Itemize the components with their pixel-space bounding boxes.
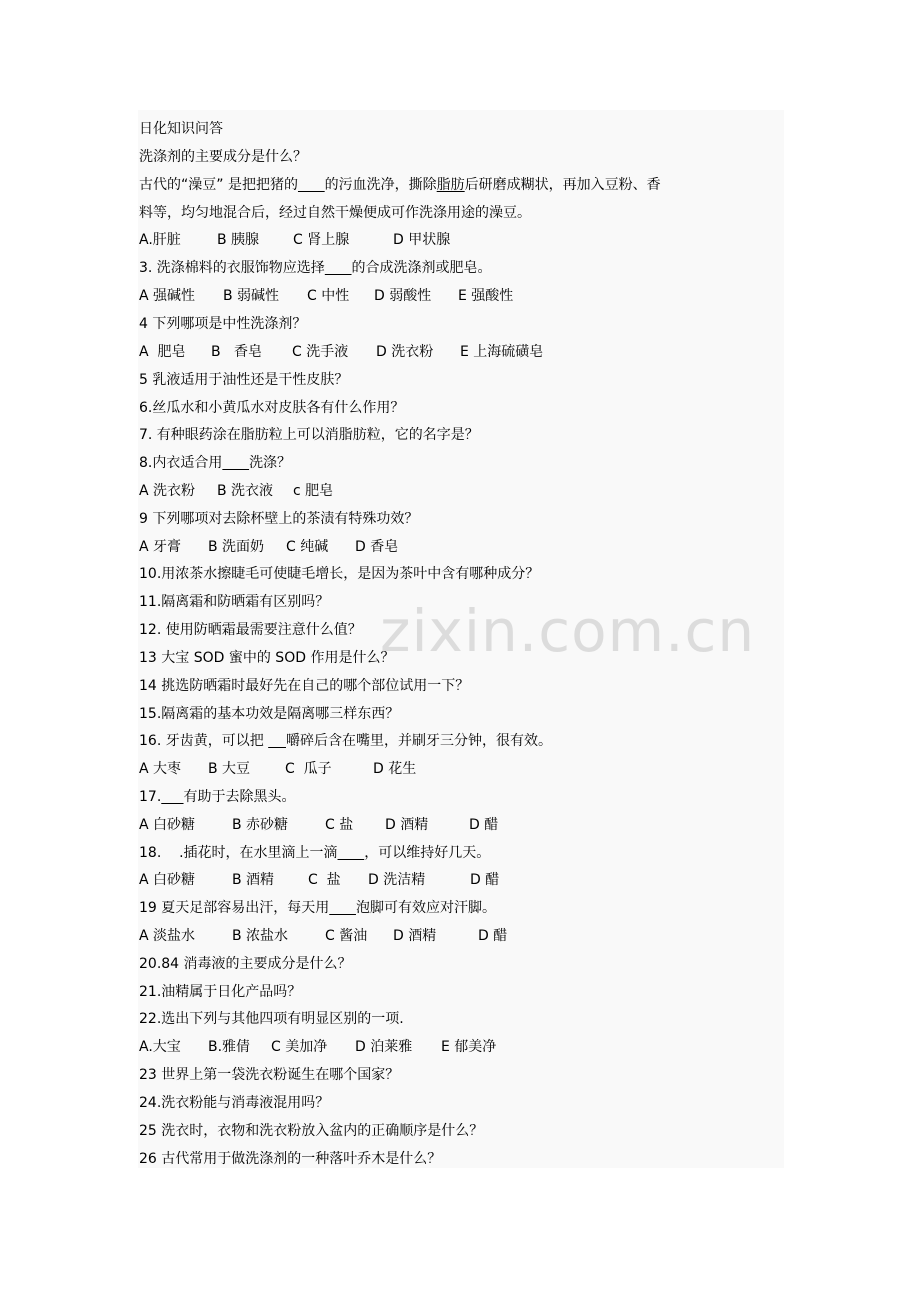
option: D 酒精 xyxy=(393,928,437,944)
text: 19 夏天足部容易出汗，每天用 xyxy=(139,900,330,916)
options-16 xyxy=(139,759,789,779)
question-9: 9 下列哪项对去除杯壁上的茶渍有特殊功效？ xyxy=(139,511,419,527)
option: D 泊莱雅 xyxy=(355,1039,413,1055)
options-19 xyxy=(139,926,789,946)
text: 有助于去除黑头。 xyxy=(183,789,296,805)
text: 泡脚可有效应对汗脚。 xyxy=(355,900,496,916)
options-8 xyxy=(139,481,789,501)
underlined-word: 脂肪 xyxy=(436,177,465,193)
option: B 赤砂糖 xyxy=(232,817,289,833)
option: A.大宝 xyxy=(139,1039,181,1055)
question-16 xyxy=(139,731,789,751)
question-25: 25 洗衣时，衣物和洗衣粉放入盆内的正确顺序是什么？ xyxy=(139,1123,484,1139)
option: D 醋 xyxy=(470,872,500,888)
option: C 纯碱 xyxy=(286,539,329,555)
blank xyxy=(338,845,365,861)
question-12: 12. 使用防晒霜最需要注意什么值？ xyxy=(139,622,362,638)
question-15: 15.隔离霜的基本功效是隔离哪三样东西？ xyxy=(139,706,400,722)
blank xyxy=(222,455,249,471)
question-13: 13 大宝 SOD 蜜中的 SOD 作用是什么？ xyxy=(139,650,395,666)
text: 的合成洗涤剂或肥皂。 xyxy=(351,260,492,276)
options-3 xyxy=(139,286,789,306)
question-26: 26 古代常用于做洗涤剂的一种落叶乔木是什么？ xyxy=(139,1151,442,1167)
option: E 强酸性 xyxy=(458,288,514,304)
blank xyxy=(161,789,183,805)
option: B 酒精 xyxy=(232,872,275,888)
question-3 xyxy=(139,258,789,278)
question-2-line-1 xyxy=(139,175,789,195)
option: D 醋 xyxy=(469,817,499,833)
text: 的污血洗净，撕除 xyxy=(324,177,437,193)
option: C 肾上腺 xyxy=(293,232,350,248)
option: C 洗手液 xyxy=(292,344,349,360)
option: A 强碱性 xyxy=(139,288,196,304)
option: C 中性 xyxy=(307,288,350,304)
text: 古代的“澡豆” 是把把猪的 xyxy=(139,177,298,193)
option: A.肝脏 xyxy=(139,232,181,248)
question-19 xyxy=(139,898,789,918)
option: E 上海硫磺皂 xyxy=(460,344,544,360)
option: A 洗衣粉 xyxy=(139,483,196,499)
option: C 盐 xyxy=(325,817,354,833)
question-10: 10.用浓茶水擦睫毛可使睫毛增长，是因为茶叶中含有哪种成分？ xyxy=(139,566,540,582)
blank xyxy=(325,260,352,276)
option: A 淡盐水 xyxy=(139,928,196,944)
options-17 xyxy=(139,815,789,835)
text: 17. xyxy=(139,789,162,805)
question-4: 4 下列哪项是中性洗涤剂？ xyxy=(139,316,307,332)
option: B.雅倩 xyxy=(208,1039,251,1055)
option: A 肥皂 xyxy=(139,344,186,360)
question-7: 7. 有种眼药涂在脂肪粒上可以消脂肪粒，它的名字是？ xyxy=(139,427,479,443)
text: 18. .插花时，在水里滴上一滴 xyxy=(139,845,338,861)
options-18 xyxy=(139,870,789,890)
options-9 xyxy=(139,537,789,557)
question-8 xyxy=(139,453,789,473)
document-title: 日化知识问答 xyxy=(139,121,223,137)
text: 3. 洗涤棉料的衣服饰物应选择 xyxy=(139,260,325,276)
option: B 香皂 xyxy=(211,344,262,360)
text: 后研磨成糊状，再加入豆粉、香 xyxy=(464,177,661,193)
option: D 醋 xyxy=(478,928,508,944)
question-24: 24.洗衣粉能与消毒液混用吗？ xyxy=(139,1095,330,1111)
text: 16. 牙齿黄，可以把 xyxy=(139,733,269,749)
question-5: 5 乳液适用于油性还是干性皮肤？ xyxy=(139,372,349,388)
option: B 洗衣液 xyxy=(217,483,274,499)
text: ，可以维持好几天。 xyxy=(364,845,491,861)
option: B 洗面奶 xyxy=(208,539,265,555)
question-21: 21.油精属于日化产品吗？ xyxy=(139,984,302,1000)
option: c 肥皂 xyxy=(293,483,334,499)
option: C 盐 xyxy=(308,872,341,888)
option: B 浓盐水 xyxy=(232,928,289,944)
option: D 酒精 xyxy=(385,817,429,833)
options-4 xyxy=(139,342,789,362)
option: D 甲状腺 xyxy=(393,232,451,248)
option: D 弱酸性 xyxy=(374,288,432,304)
question-2-line-2: 料等，均匀地混合后，经过自然干燥便成可作洗涤用途的澡豆。 xyxy=(139,205,531,221)
option: D 洗衣粉 xyxy=(376,344,434,360)
text: 洗涤？ xyxy=(249,455,292,471)
question-11: 11.隔离霜和防晒霜有区别吗？ xyxy=(139,594,330,610)
blank xyxy=(298,177,325,193)
option: A 大枣 xyxy=(139,761,182,777)
question-20: 20.84 消毒液的主要成分是什么？ xyxy=(139,956,352,972)
option: E 郁美净 xyxy=(441,1039,497,1055)
blank xyxy=(268,733,286,749)
options-2 xyxy=(139,230,789,250)
option: C 瓜子 xyxy=(285,761,332,777)
text: 嚼碎后含在嘴里，并刷牙三分钟，很有效。 xyxy=(285,733,552,749)
text: 8.内衣适合用 xyxy=(139,455,223,471)
question-17 xyxy=(139,787,789,807)
watermark: zixin.com.cn xyxy=(380,597,756,665)
option: A 牙膏 xyxy=(139,539,182,555)
option: C 酱油 xyxy=(325,928,368,944)
question-23: 23 世界上第一袋洗衣粉诞生在哪个国家？ xyxy=(139,1067,400,1083)
options-22 xyxy=(139,1037,789,1057)
question-14: 14 挑选防晒霜时最好先在自己的哪个部位试用一下？ xyxy=(139,678,470,694)
blank xyxy=(329,900,356,916)
question-6: 6.丝瓜水和小黄瓜水对皮肤各有什么作用？ xyxy=(139,400,405,416)
option: D 洗洁精 xyxy=(368,872,426,888)
option: B 胰腺 xyxy=(217,232,260,248)
option: D 香皂 xyxy=(355,539,399,555)
option: A 白砂糖 xyxy=(139,872,196,888)
question-22: 22.选出下列与其他四项有明显区别的一项. xyxy=(139,1011,404,1027)
option: C 美加净 xyxy=(271,1039,328,1055)
option: B 大豆 xyxy=(208,761,251,777)
option: A 白砂糖 xyxy=(139,817,196,833)
question-1: 洗涤剂的主要成分是什么？ xyxy=(139,149,307,165)
option: B 弱碱性 xyxy=(223,288,280,304)
question-18 xyxy=(139,843,789,863)
option: D 花生 xyxy=(373,761,417,777)
